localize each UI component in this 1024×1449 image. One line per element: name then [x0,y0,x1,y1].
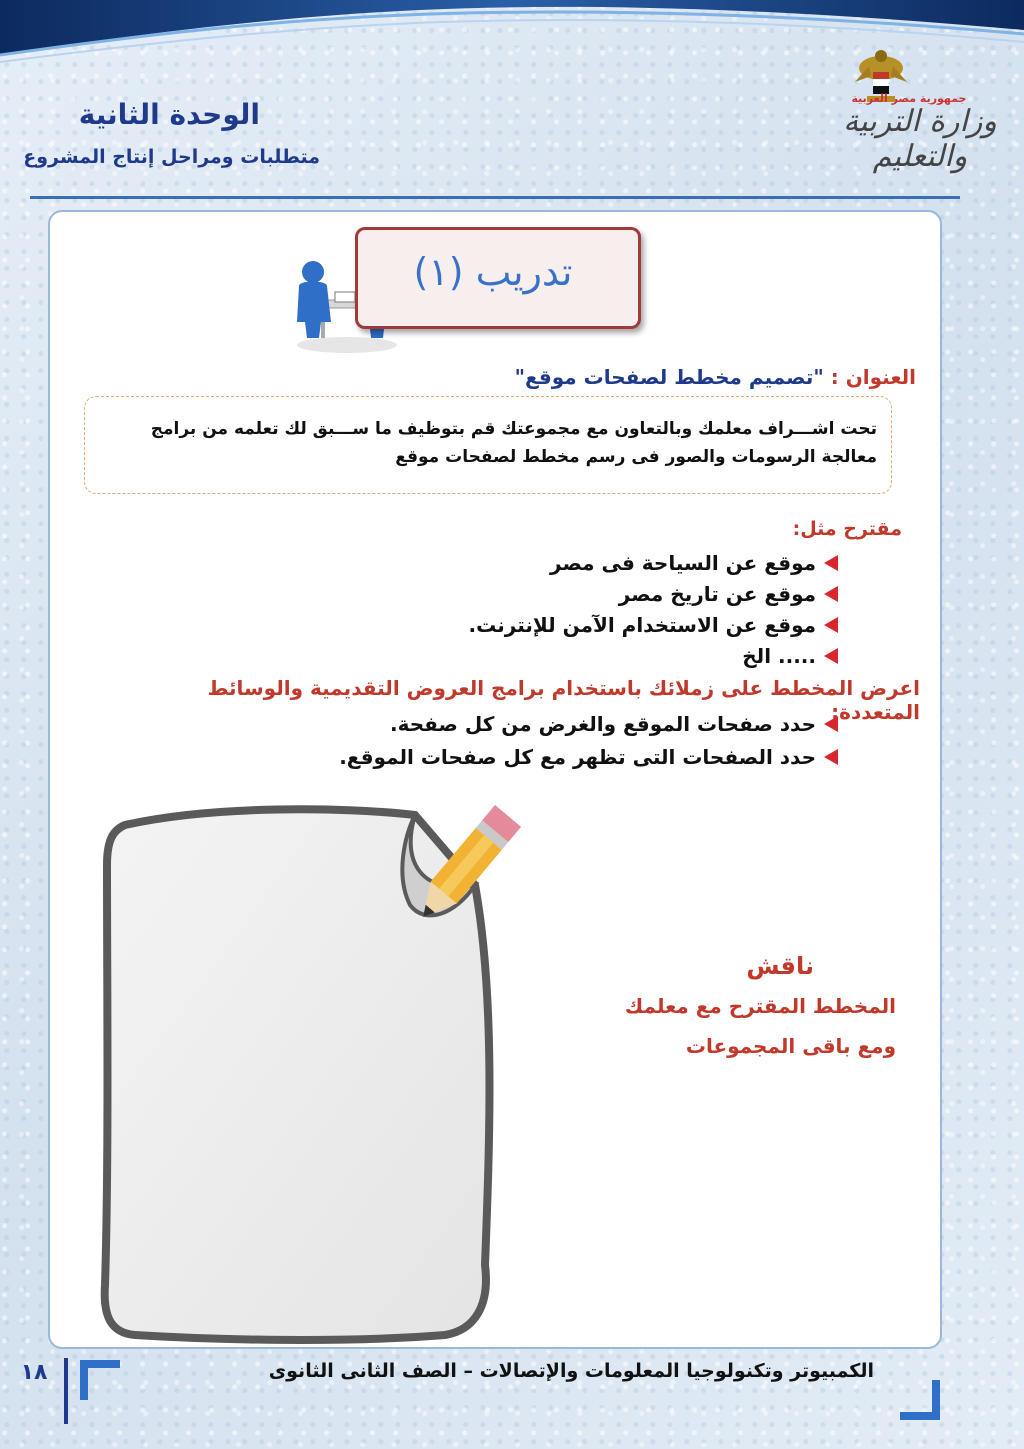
arrow-bullet-icon [824,617,838,633]
ministry-country-label: جمهورية مصر العربية [851,92,967,105]
list-item: موقع عن الاستخدام الآمن للإنترنت. [138,610,838,641]
title-value: "تصميم مخطط لصفحات موقع" [514,365,824,389]
task-description-box [84,396,892,494]
title-label: العنوان : [830,365,916,389]
corner-decoration-left [80,1360,120,1400]
unit-subtitle: متطلبات ومراحل إنتاج المشروع [23,146,320,168]
discuss-line-2: ومع باقى المجموعات [685,1034,896,1058]
activity-title [116,365,916,389]
list-item: حدد الصفحات التى تظهر مع كل صفحات الموقع. [138,741,838,774]
discuss-line-1: المخطط المقترح مع معلمك [624,994,896,1018]
header-divider [30,196,960,199]
arrow-bullet-icon [824,648,838,664]
list-item: ..... الخ [138,641,838,672]
corner-decoration-right [900,1380,940,1420]
arrow-bullet-icon [824,749,838,765]
list-item: موقع عن تاريخ مصر [138,579,838,610]
list-item: موقع عن السياحة فى مصر [138,548,838,579]
training-title-box [355,227,641,329]
arrow-bullet-icon [824,555,838,571]
arrow-bullet-icon [824,586,838,602]
list-item: حدد صفحات الموقع والغرض من كل صفحة. [138,708,838,741]
training-label: تدريب (١) [413,250,573,294]
footer-divider [64,1358,68,1424]
ministry-name-calligraphy: وزارة التربية والتعليم [843,104,997,174]
presentation-list [138,708,838,774]
presentation-heading: اعرض المخطط على زملائك باستخدام برامج العروض التقديمية والوسائط المتعددة: [207,676,920,724]
suggestions-heading: مقترح مثل: [792,518,902,540]
footer-course-title: الكمبيوتر وتكنولوجيا المعلومات والإتصالات – الصف الثانى الثانوى [268,1360,874,1382]
blank-paper-pencil-illustration [95,795,595,1355]
task-text: تحت اشـــراف معلمك وبالتعاون مع مجموعتك قم بتوظيف ما ســـبق لك تعلمه من برامج معالجة الرسومات والصور فى رسم مخطط لصفحات موقع [150,419,877,467]
discuss-heading: ناقش [746,952,814,980]
arrow-bullet-icon [824,716,838,732]
suggestions-list [138,548,838,672]
unit-title: الوحدة الثانية [78,98,260,131]
page-number: ١٨ [20,1360,48,1385]
